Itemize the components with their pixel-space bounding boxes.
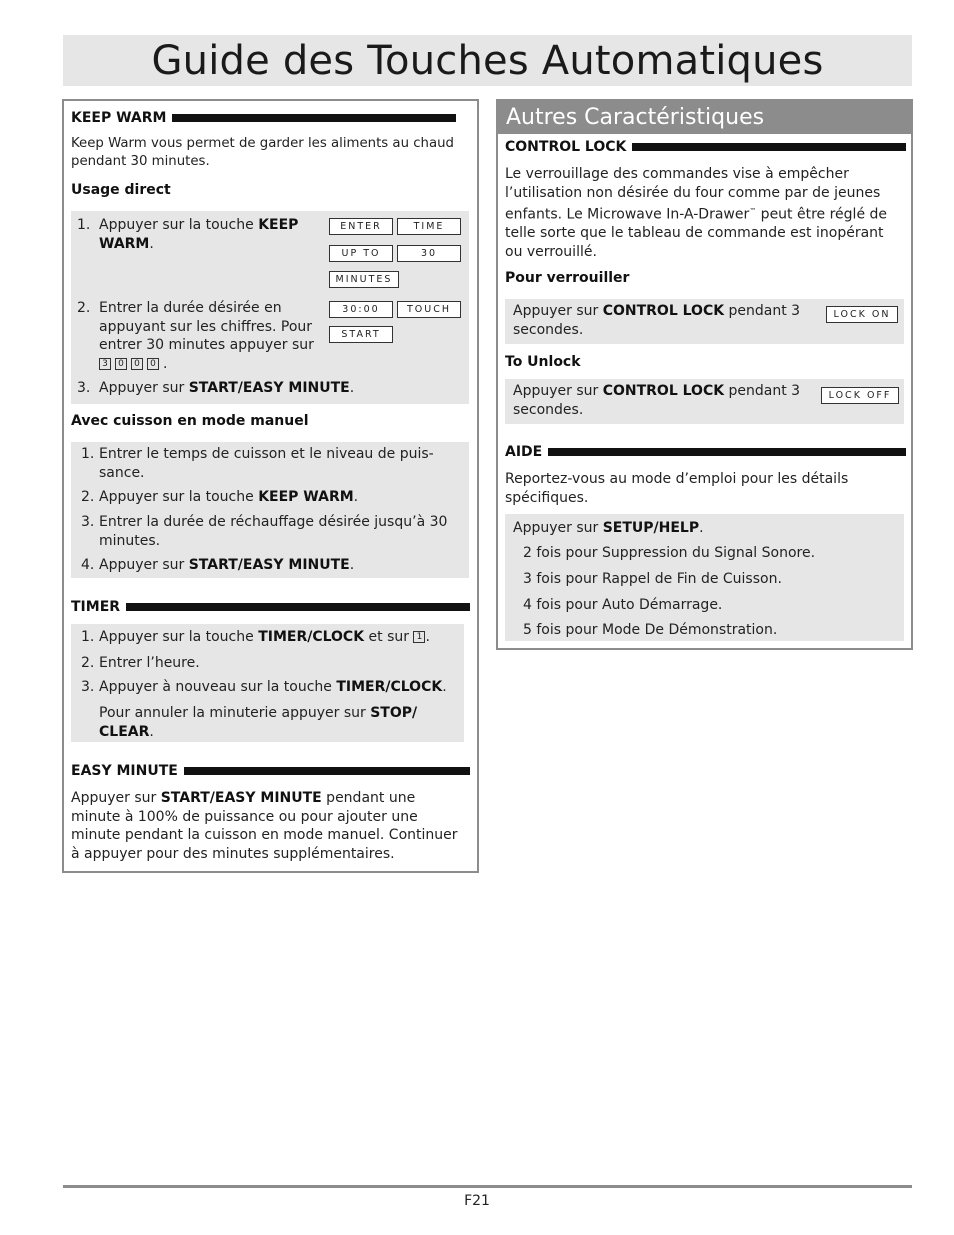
aide-item: 2 fois pour Suppression du Signal Sonore. xyxy=(523,545,816,561)
display-touch: TOUCH xyxy=(397,301,461,318)
key-1-icon: 1 xyxy=(413,631,425,643)
page-title: Guide des Touches Automatiques xyxy=(151,37,824,84)
manual-step-2: Appuyer sur la touche KEEP WARM. xyxy=(99,489,359,505)
manual-steps-panel xyxy=(71,442,469,578)
unlock-panel xyxy=(505,379,904,424)
step-number: 2. xyxy=(77,300,91,316)
easy-minute-title: EASY MINUTE xyxy=(71,763,178,779)
easy-minute-header xyxy=(71,763,470,779)
keep-warm-steps-panel xyxy=(71,211,469,404)
section-rule xyxy=(126,603,470,611)
step-number: 1. xyxy=(81,446,95,462)
aide-item: 5 fois pour Mode De Démonstration. xyxy=(523,622,778,638)
timer-title: TIMER xyxy=(71,599,121,615)
timer-steps-panel xyxy=(71,624,464,742)
display-start: START xyxy=(329,326,393,343)
footer-rule xyxy=(63,1185,912,1188)
step-number: 2. xyxy=(81,655,95,671)
aide-instruction: Appuyer sur SETUP/HELP. xyxy=(513,520,704,536)
aide-item: 4 fois pour Auto Démarrage. xyxy=(523,597,723,613)
display-time: TIME xyxy=(397,218,461,235)
section-rule xyxy=(548,448,906,456)
timer-step-1: Appuyer sur la touche TIMER/CLOCK et sur 1 . xyxy=(99,629,430,645)
usage-direct-title: Usage direct xyxy=(71,182,171,198)
step-number: 2. xyxy=(81,489,95,505)
aide-item: 3 fois pour Rappel de Fin de Cuisson. xyxy=(523,571,782,587)
keep-warm-title: KEEP WARM xyxy=(71,110,167,126)
easy-minute-text: Appuyer sur START/EASY MINUTE pendant une minute à 100% de puissance ou pour ajouter une minute pendant la cuisson en mode manuel. Continuer à appuyer pour des minutes supplémentaires. xyxy=(71,790,458,862)
display-enter: ENTER xyxy=(329,218,393,235)
lock-title: Pour verrouiller xyxy=(505,270,630,286)
lock-panel xyxy=(505,299,904,344)
keep-warm-step-2: Entrer la durée désirée en appuyant sur les chiffres. Pour entrer 30 minutes appuyer sur 3 0 0 0 . xyxy=(99,300,314,372)
manual-step-1: Entrer le temps de cuisson et le niveau de puis- sance. xyxy=(99,446,434,481)
unlock-instruction: Appuyer sur CONTROL LOCK pendant 3 secondes. xyxy=(513,383,801,418)
display-30-00: 30:00 xyxy=(329,301,393,318)
other-features-title: Autres Caractéristiques xyxy=(498,101,911,134)
step-number: 3. xyxy=(77,380,91,396)
step-number: 3. xyxy=(81,514,95,530)
key-0-icon: 0 xyxy=(115,358,127,370)
aide-intro: Reportez-vous au mode d’emploi pour les détails spécifiques. xyxy=(505,471,849,506)
timer-step-2: Entrer l’heure. xyxy=(99,655,200,671)
manual-step-4: Appuyer sur START/EASY MINUTE. xyxy=(99,557,355,573)
display-minutes: MINUTES xyxy=(329,271,399,288)
key-0-icon: 0 xyxy=(131,358,143,370)
section-rule xyxy=(172,114,456,122)
display-up-to: UP TO xyxy=(329,245,393,262)
manual-cooking-title: Avec cuisson en mode manuel xyxy=(71,413,309,429)
key-0-icon: 0 xyxy=(147,358,159,370)
display-30: 30 xyxy=(397,245,461,262)
control-lock-header xyxy=(505,139,906,155)
lock-instruction: Appuyer sur CONTROL LOCK pendant 3 secondes. xyxy=(513,303,801,338)
aide-header xyxy=(505,444,906,460)
aide-title: AIDE xyxy=(505,444,543,460)
control-lock-title: CONTROL LOCK xyxy=(505,139,627,155)
control-lock-intro: Le verrouillage des commandes vise à empêcher l’utilisation non désirée du four comme par de jeunes enfants. Le Microwave In-A-Drawer™ peut être réglé de telle sorte que le tableau de commande est inopérant ou verrouillé. xyxy=(505,166,888,260)
keep-warm-step-3: Appuyer sur START/EASY MINUTE. xyxy=(99,380,355,396)
step-number: 3. xyxy=(81,679,95,695)
timer-step-3: Appuyer à nouveau sur la touche TIMER/CLOCK. xyxy=(99,679,447,695)
unlock-title: To Unlock xyxy=(505,354,581,370)
left-column xyxy=(62,99,479,873)
page-title-bar xyxy=(63,35,912,86)
display-lock-on: LOCK ON xyxy=(826,306,898,323)
timer-header xyxy=(71,599,470,615)
section-rule xyxy=(184,767,470,775)
keep-warm-intro: Keep Warm vous permet de garder les aliments au chaud pendant 30 minutes. xyxy=(71,136,454,169)
manual-step-3: Entrer la durée de réchauffage désirée jusqu’à 30 minutes. xyxy=(99,514,448,549)
key-3-icon: 3 xyxy=(99,358,111,370)
keep-warm-header xyxy=(71,110,456,126)
aide-panel xyxy=(505,514,904,641)
step-number: 4. xyxy=(81,557,95,573)
keep-warm-step-1: Appuyer sur la touche KEEP WARM. xyxy=(99,217,299,252)
timer-cancel-note: Pour annuler la minuterie appuyer sur STOP/ CLEAR. xyxy=(99,705,418,740)
step-number: 1. xyxy=(77,217,91,233)
right-column xyxy=(496,99,913,650)
page-number: F21 xyxy=(464,1193,490,1209)
section-rule xyxy=(632,143,906,151)
step-number: 1. xyxy=(81,629,95,645)
display-lock-off: LOCK OFF xyxy=(821,387,899,404)
